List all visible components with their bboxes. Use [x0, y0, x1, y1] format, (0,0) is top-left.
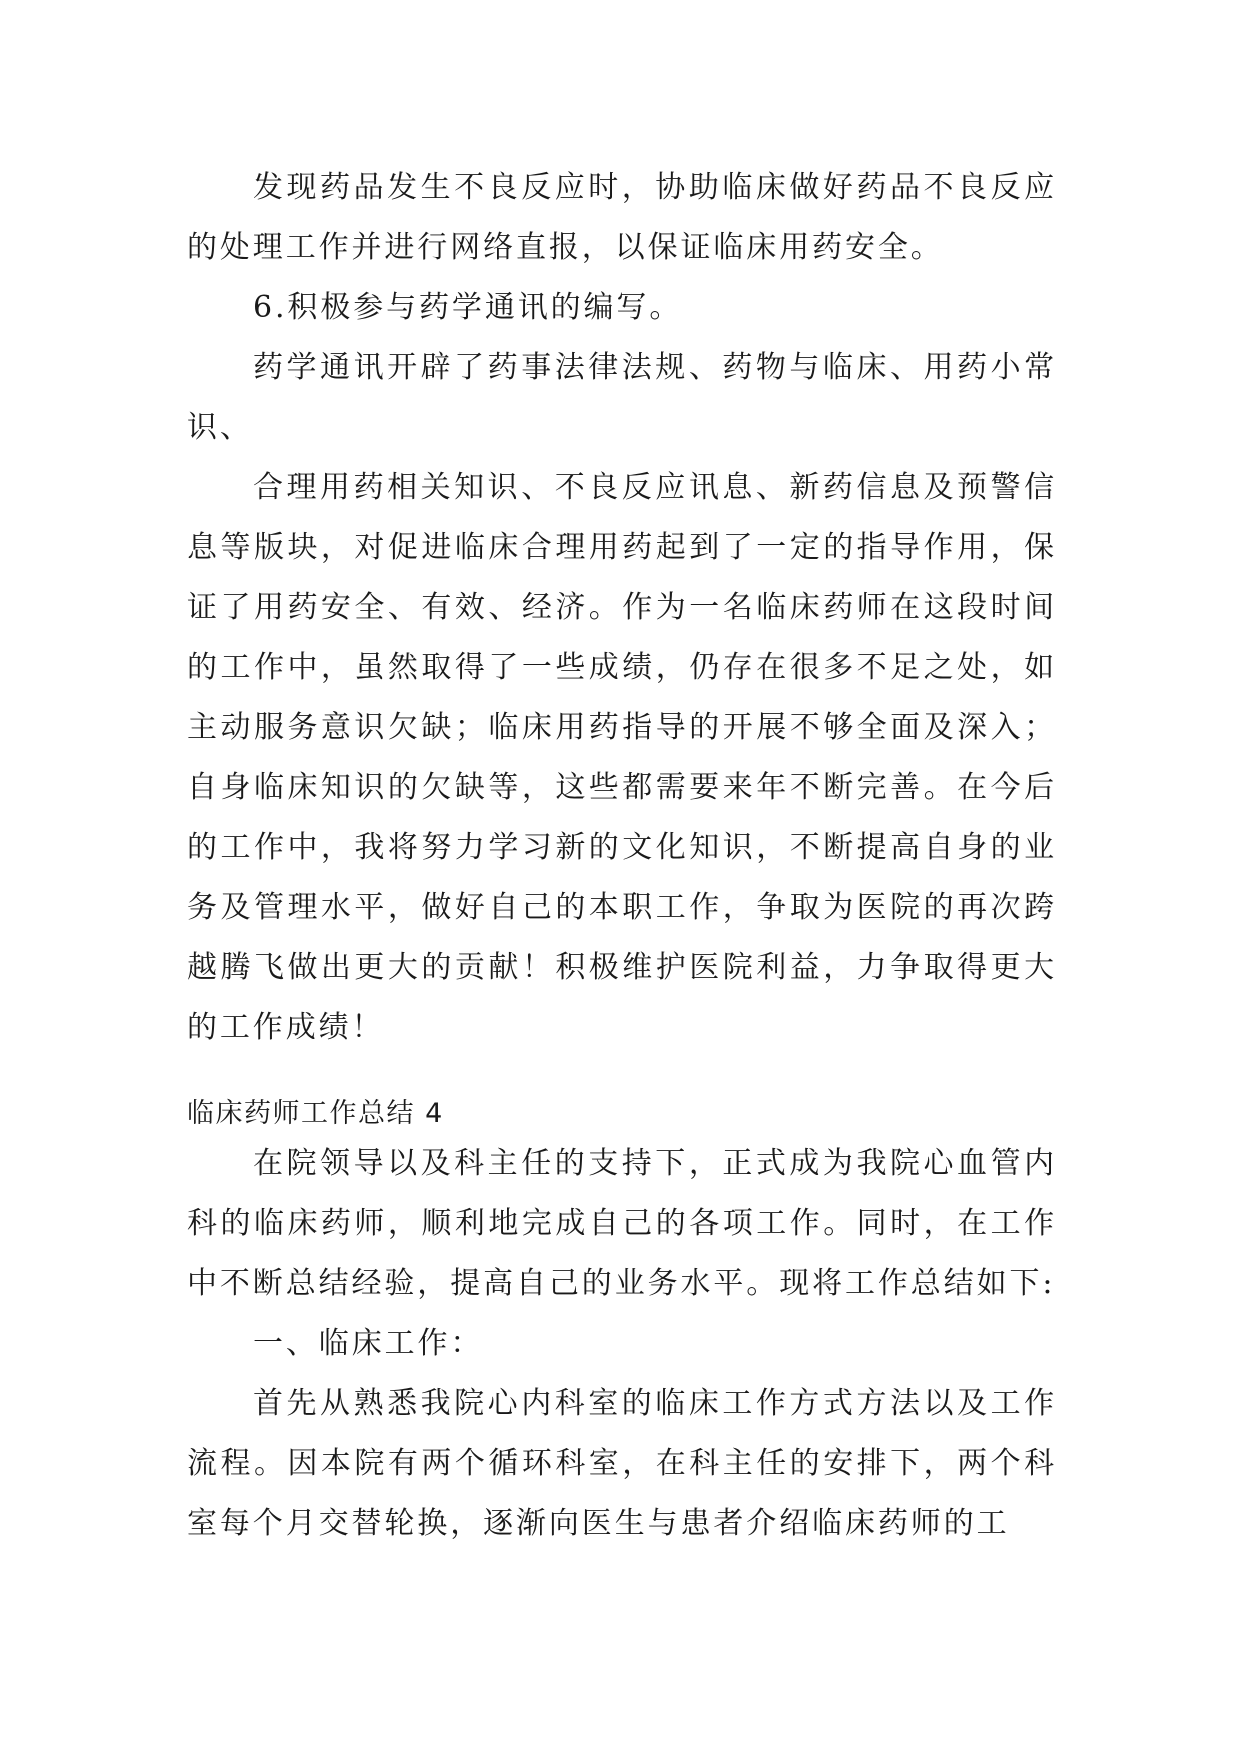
- paragraph-item-6: 6.积极参与药学通讯的编写。: [253, 290, 683, 325]
- section-heading-container: [187, 1094, 1057, 1134]
- paragraph-newsletter-sections: 药学通讯开辟了药事法律法规、药物与临床、用药小常识、: [187, 350, 1057, 445]
- paragraph-introduction: 在院领导以及科主任的支持下，正式成为我院心血管内科的临床药师，顺利地完成自己的各项工作。同时，在工作中不断总结经验，提高自己的业务水平。现将工作总结如下:: [187, 1146, 1057, 1301]
- paragraph-clinical-work-heading: 一、临床工作：: [253, 1326, 484, 1361]
- body-text-top: [187, 158, 1057, 1058]
- body-text-bottom: [187, 1134, 1057, 1554]
- paragraph-summary-conclusion: 合理用药相关知识、不良反应讯息、新药信息及预警信息等版块，对促进临床合理用药起到了一定的指导作用，保证了用药安全、有效、经济。作为一名临床药师在这段时间的工作中，虽然取得了一些成绩，仍存在很多不足之处，如主动服务意识欠缺；临床用药指导的开展不够全面及深入；自身临床知识的欠缺等，这些都需要来年不断完善。在今后的工作中，我将努力学习新的文化知识，不断提高自身的业务及管理水平，做好自己的本职工作，争取为医院的再次跨越腾飞做出更大的贡献！积极维护医院利益，力争取得更大的工作成绩！: [187, 470, 1057, 1045]
- paragraph-clinical-work-body: 首先从熟悉我院心内科室的临床工作方式方法以及工作流程。因本院有两个循环科室，在科主任的安排下，两个科室每个月交替轮换，逐渐向医生与患者介绍临床药师的工: [187, 1386, 1057, 1541]
- section-heading: 临床药师工作总结 4: [187, 1098, 444, 1129]
- paragraph-adr-handling: 发现药品发生不良反应时，协助临床做好药品不良反应的处理工作并进行网络直报，以保证临床用药安全。: [187, 170, 1057, 265]
